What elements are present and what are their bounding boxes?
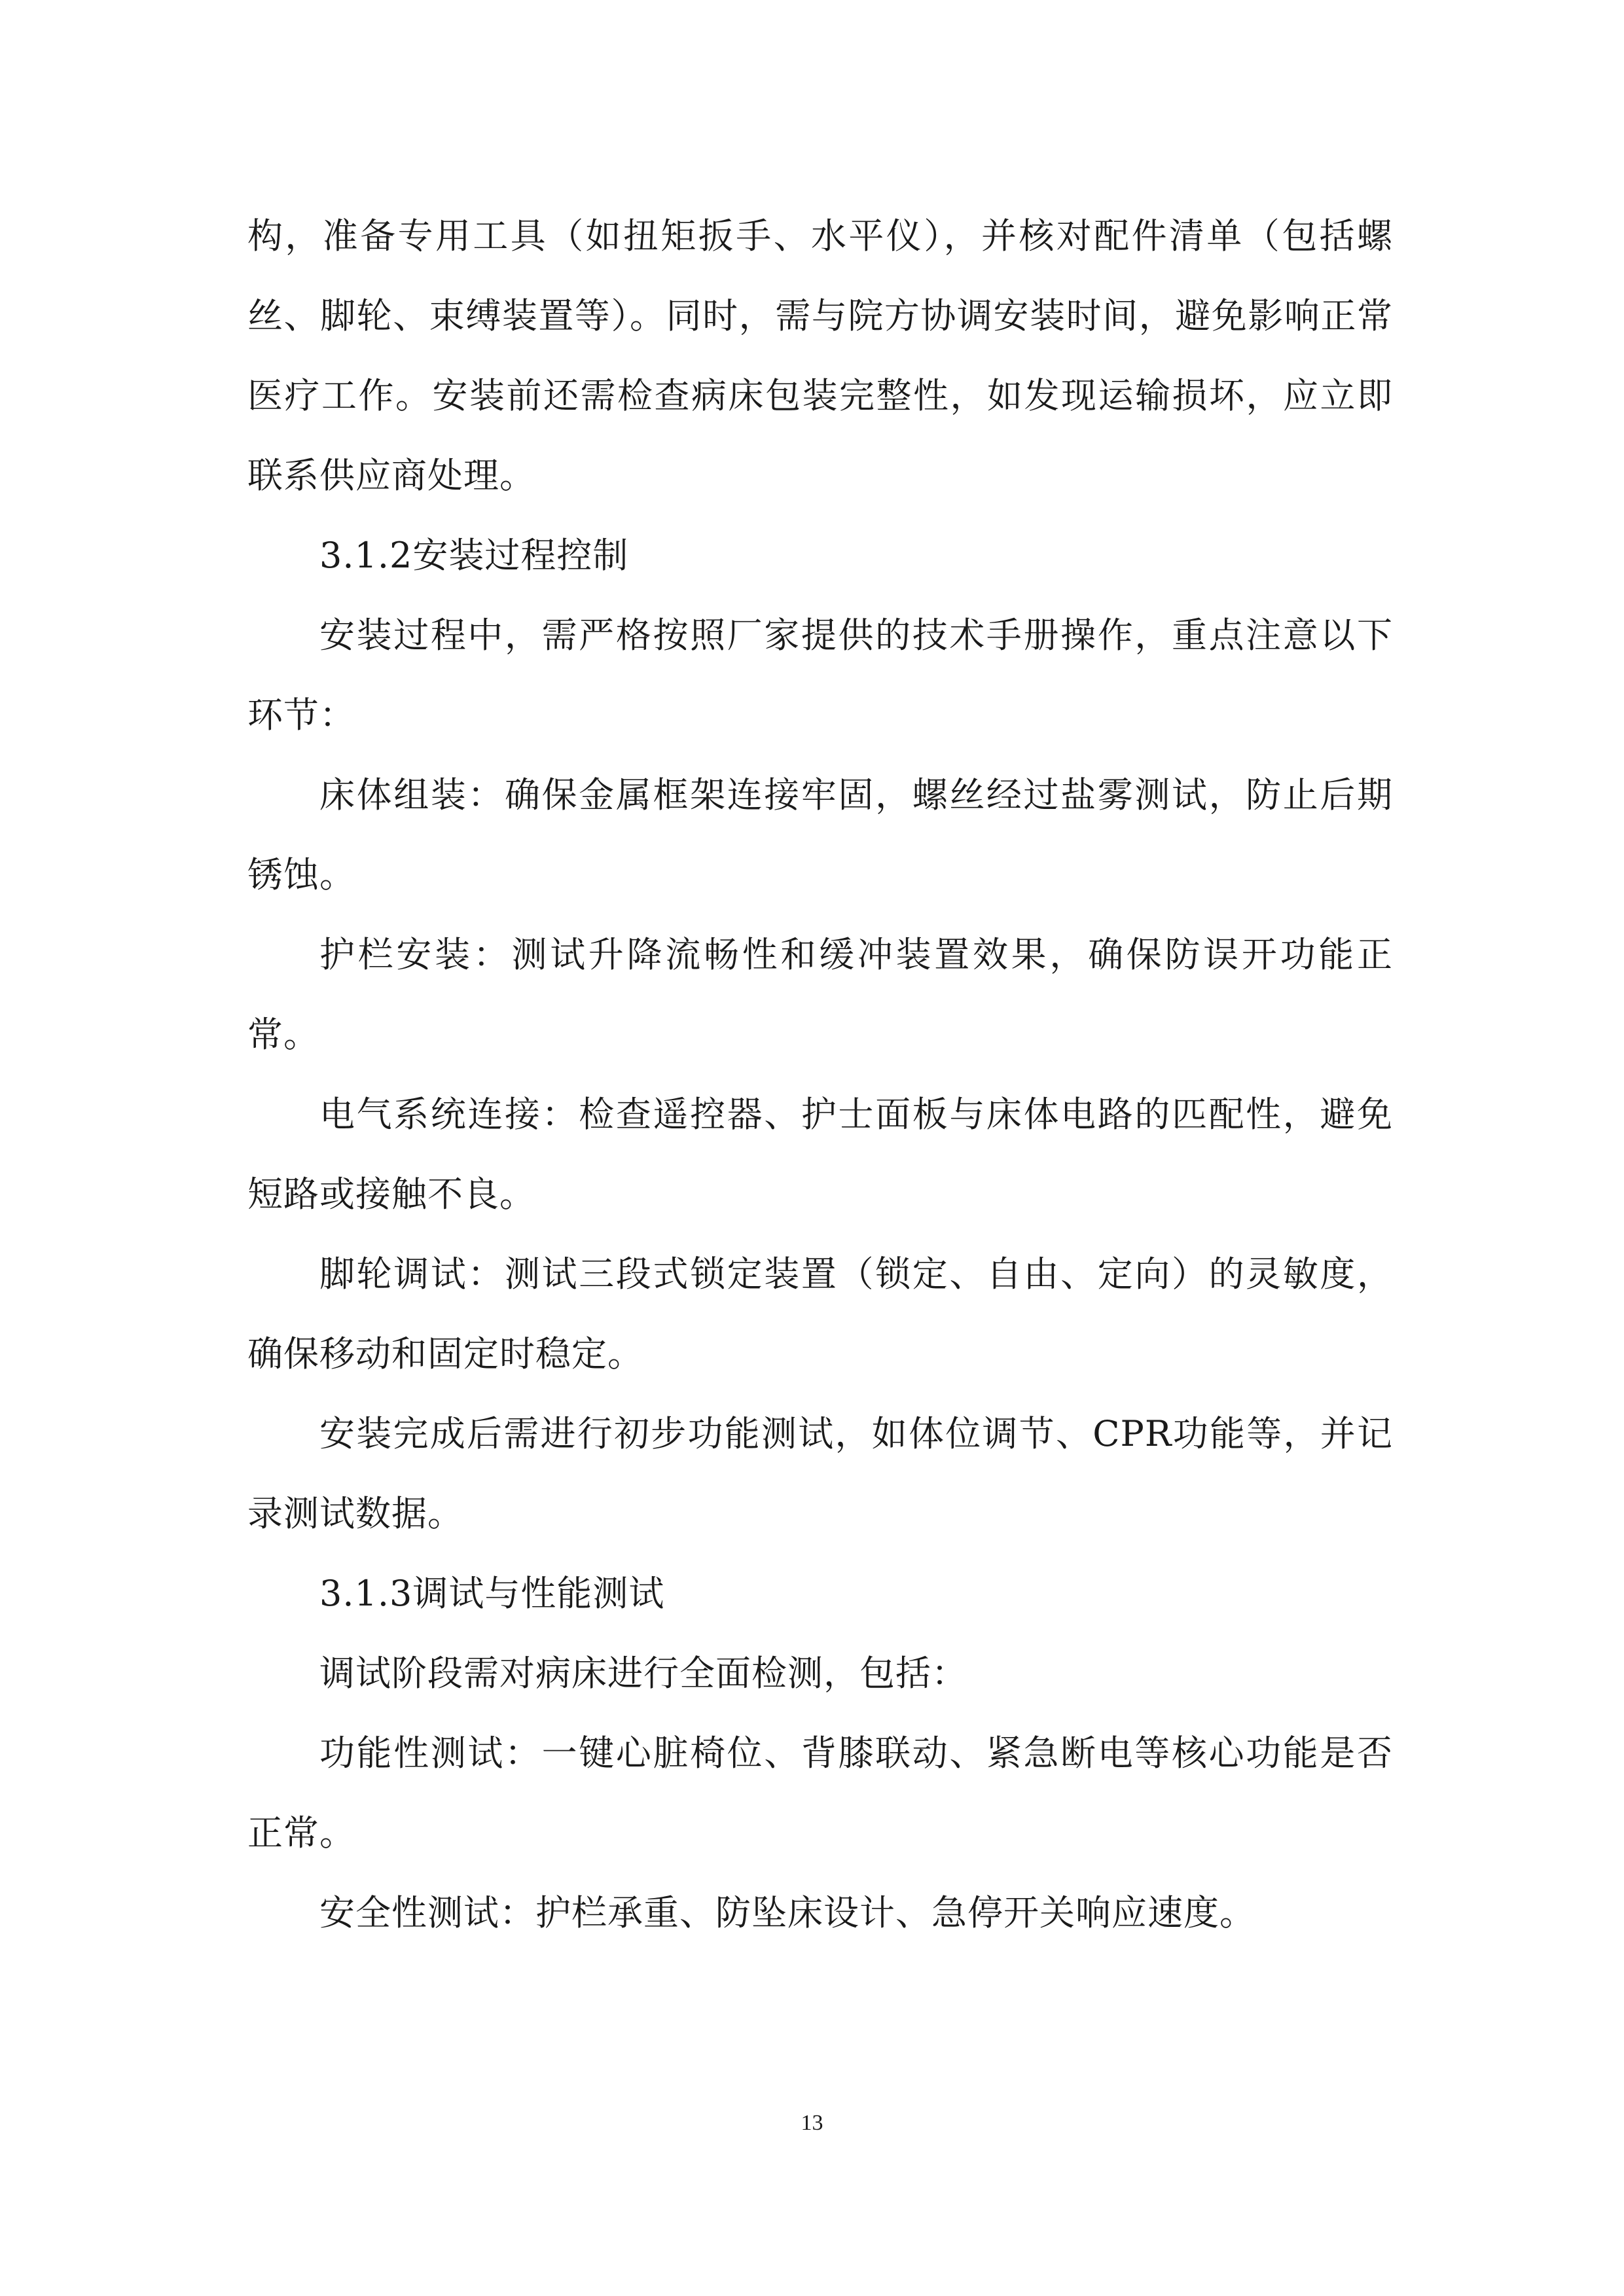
paragraph-initial-test: 安装完成后需进行初步功能测试，如体位调节、CPR功能等，并记录测试数据。 (247, 1413, 1393, 1534)
paragraph-bed-assembly: 床体组装：确保金属框架连接牢固，螺丝经过盐雾测试，防止后期锈蚀。 (247, 774, 1393, 895)
section-heading-3-1-2: 3.1.2安装过程控制 (319, 535, 629, 576)
paragraph-debug-stage: 调试阶段需对病床进行全面检测，包括： (319, 1653, 967, 1694)
paragraph-caster-debug: 脚轮调试：测试三段式锁定装置（锁定、自由、定向）的灵敏度，确保移动和固定时稳定。 (247, 1253, 1393, 1374)
paragraph-safety-test: 安全性测试：护栏承重、防坠床设计、急停开关响应速度。 (319, 1892, 1255, 1933)
paragraph-functional-test: 功能性测试：一键心脏椅位、背膝联动、紧急断电等核心功能是否正常。 (247, 1732, 1393, 1854)
page-number: 13 (801, 2111, 823, 2135)
paragraph-guardrail-install: 护栏安装：测试升降流畅性和缓冲装置效果，确保防误开功能正常。 (247, 934, 1393, 1055)
paragraph-electrical-connection: 电气系统连接：检查遥控器、护士面板与床体电路的匹配性，避免短路或接触不良。 (247, 1094, 1393, 1215)
section-heading-3-1-3: 3.1.3调试与性能测试 (319, 1573, 665, 1614)
document-body (247, 196, 1393, 1953)
paragraph-install-process: 安装过程中，需严格按照厂家提供的技术手册操作，重点注意以下环节： (247, 615, 1393, 736)
paragraph-continuation: 构，准备专用工具（如扭矩扳手、水平仪），并核对配件清单（包括螺丝、脚轮、束缚装置等）。同时，需与院方协调安装时间，避免影响正常医疗工作。安装前还需检查病床包装完整性，如发现运输损坏，应立即联系供应商处理。 (247, 215, 1393, 496)
